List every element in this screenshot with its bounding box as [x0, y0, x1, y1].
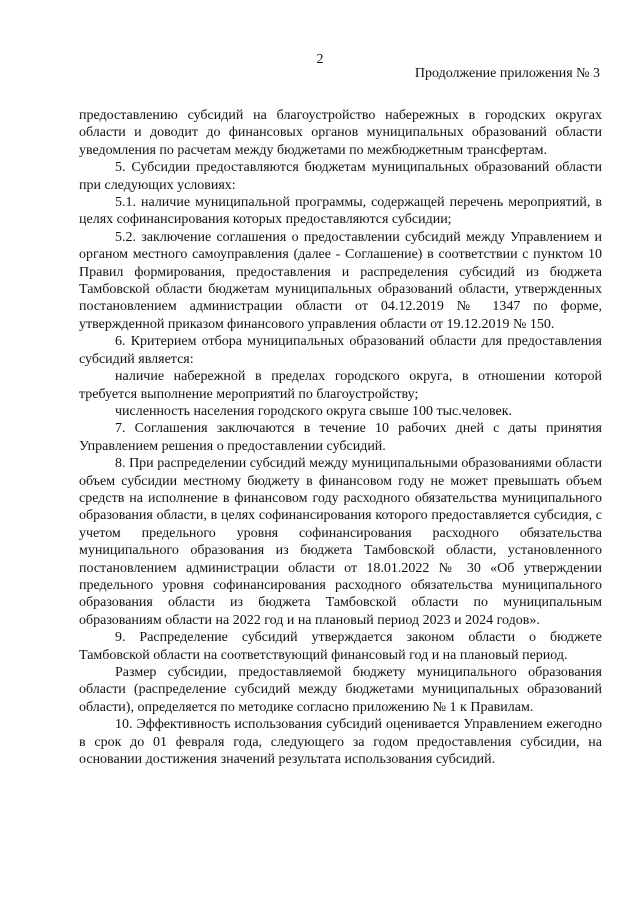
- document-body: [79, 107, 602, 768]
- paragraph-subsidy-size: Размер субсидии, предоставляемой бюджету муниципального образования области (распределение субсидий между бюджетами муниципальных образований области), определяется по методике согласно приложению № 1 к Правилам.: [79, 665, 602, 715]
- paragraph-5-1: 5.1. наличие муниципальной программы, содержащей перечень мероприятий, в целях софинансирования которых предоставляются субсидии;: [79, 195, 602, 228]
- paragraph-continuation: предоставлению субсидий на благоустройство набережных в городских округах области и доводит до финансовых органов муниципальных образований области уведомления по расчетам между бюджетами по межбюджетным трансфертам.: [79, 108, 602, 158]
- paragraph-6: 6. Критерием отбора муниципальных образований области для предоставления субсидий является:: [79, 334, 602, 367]
- paragraph-5: 5. Субсидии предоставляются бюджетам муниципальных образований области при следующих условиях:: [79, 160, 602, 193]
- appendix-continuation-note: Продолжение приложения № 3: [414, 66, 600, 81]
- page-number: 2: [316, 52, 324, 67]
- criterion-population: численность населения городского округа свыше 100 тыс.человек.: [115, 403, 513, 419]
- paragraph-8: 8. При распределении субсидий между муниципальными образованиями области объем субсидии местному бюджету в финансовом году не может превышать объем средств на исполнение в финансовом году расходного обязательства муниципального образования области, в целях софинансирования которого предоставляется субсидия, с учетом предельного уровня софинансирования расходного обязательства муниципального образования из бюджета Тамбовской области, установленного постановлением администрации области от 18.01.2022 № 30 «Об утверждении предельного уровня софинансирования расходного обязательства муниципального образования области из бюджета Тамбовской области по муниципальным образованиям области на 2022 год и на плановый период 2023 и 2024 годов».: [79, 456, 602, 628]
- criterion-embankment: наличие набережной в пределах городского округа, в отношении которой требуется выполнение мероприятий по благоустройству;: [79, 369, 602, 402]
- paragraph-10: 10. Эффективность использования субсидий оценивается Управлением ежегодно в срок до 01 февраля года, следующего за годом предоставления субсидии, на основании достижения значений результата использования субсидий.: [79, 717, 602, 768]
- paragraph-5-2: 5.2. заключение соглашения о предоставлении субсидий между Управлением и органом местного самоуправления (далее - Соглашение) в соответствии с пунктом 10 Правил формирования, предоставления и распределения субсидий из бюджета Тамбовской области бюджетам муниципальных образований области, утвержденных постановлением администрации области от 04.12.2019 № 1347 по форме, утвержденной приказом финансового управления области от 19.12.2019 № 150.: [79, 229, 602, 332]
- paragraph-7: 7. Соглашения заключаются в течение 10 рабочих дней с даты принятия Управлением решения о предоставлении субсидий.: [79, 421, 602, 454]
- paragraph-9: 9. Распределение субсидий утверждается законом области о бюджете Тамбовской области на соответствующий финансовый год и на плановый период.: [79, 630, 602, 663]
